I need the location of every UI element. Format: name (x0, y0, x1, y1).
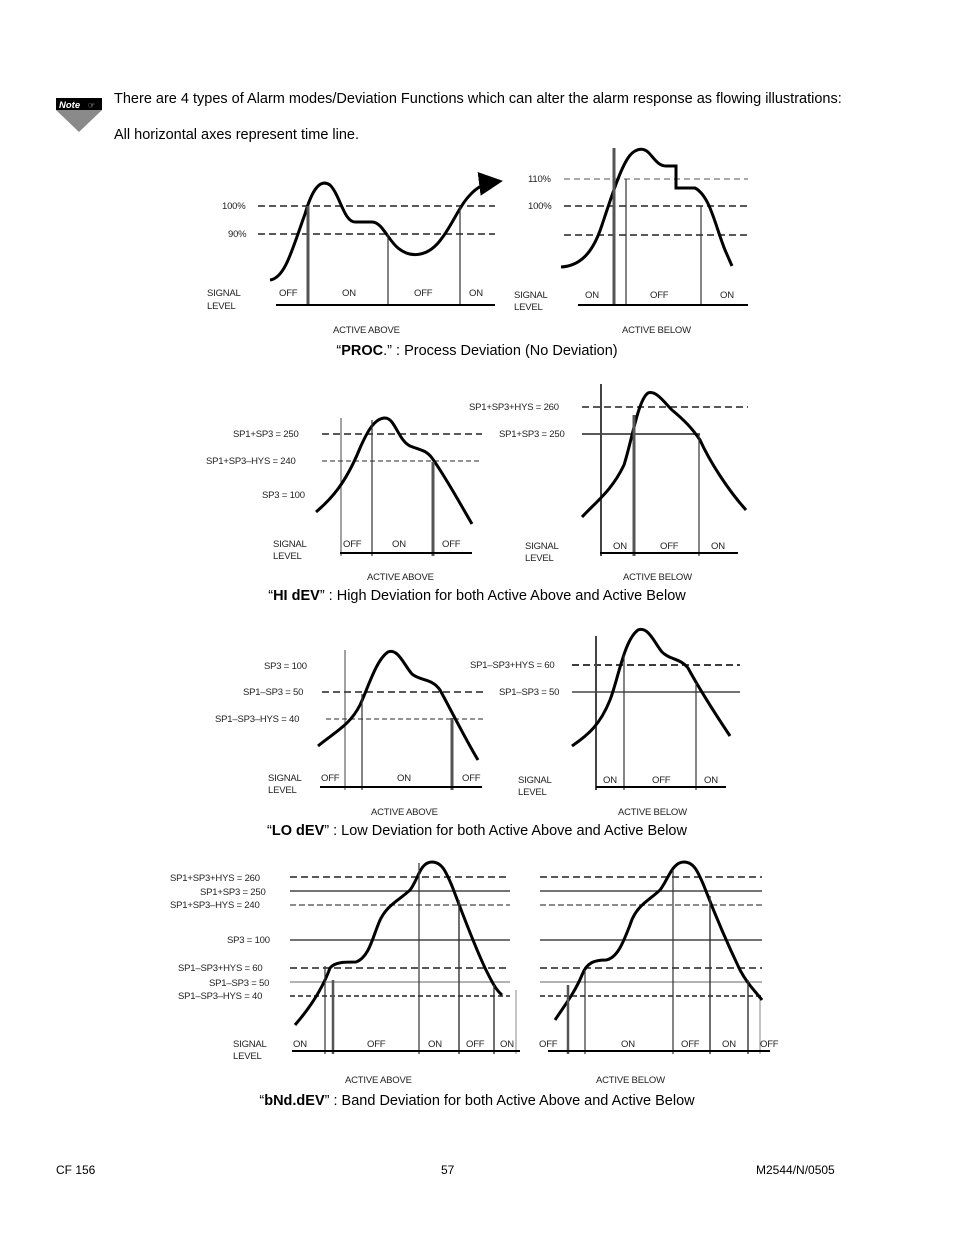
svg-text:OFF: OFF (681, 1039, 700, 1050)
svg-text:SP1+SP3 = 250: SP1+SP3 = 250 (499, 429, 565, 440)
svg-text:SIGNAL: SIGNAL (273, 539, 307, 550)
svg-text:ACTIVE BELOW: ACTIVE BELOW (618, 807, 687, 818)
svg-text:110%: 110% (528, 174, 551, 185)
caption-hi-dev: “HI dEV” : High Deviation for both Active Above and Active Below (268, 588, 686, 604)
svg-text:SIGNAL: SIGNAL (518, 775, 552, 786)
svg-text:ACTIVE BELOW: ACTIVE BELOW (623, 572, 692, 583)
svg-text:ON: ON (711, 541, 725, 552)
svg-text:LEVEL: LEVEL (525, 553, 554, 564)
svg-text:SIGNAL: SIGNAL (525, 541, 559, 552)
label-100: 100% (222, 201, 246, 212)
svg-text:SP1–SP3 = 50: SP1–SP3 = 50 (243, 687, 304, 698)
svg-text:ACTIVE BELOW: ACTIVE BELOW (622, 325, 691, 336)
svg-text:SP1+SP3+HYS = 260: SP1+SP3+HYS = 260 (170, 873, 260, 884)
svg-text:ON: ON (500, 1039, 514, 1050)
caption-proc: “PROC.” : Process Deviation (No Deviation) (336, 343, 618, 359)
svg-text:SP3 = 100: SP3 = 100 (262, 490, 305, 501)
svg-text:OFF: OFF (650, 290, 669, 301)
svg-text:SP1+SP3 = 250: SP1+SP3 = 250 (233, 429, 299, 440)
svg-text:100%: 100% (528, 201, 552, 212)
svg-text:ON: ON (392, 539, 406, 550)
svg-text:OFF: OFF (343, 539, 362, 550)
svg-text:ON: ON (722, 1039, 736, 1050)
svg-text:ACTIVE ABOVE: ACTIVE ABOVE (333, 325, 400, 336)
svg-text:LEVEL: LEVEL (518, 787, 547, 798)
proc-diagram (207, 148, 748, 336)
svg-text:ON: ON (293, 1039, 307, 1050)
svg-text:ON: ON (704, 775, 718, 786)
svg-text:ACTIVE ABOVE: ACTIVE ABOVE (345, 1075, 412, 1086)
svg-text:OFF: OFF (539, 1039, 558, 1050)
svg-text:ON: ON (603, 775, 617, 786)
lo-dev-diagram (215, 629, 740, 818)
svg-text:LEVEL: LEVEL (233, 1051, 262, 1062)
svg-text:LEVEL: LEVEL (268, 785, 297, 796)
hi-dev-diagram (206, 384, 748, 583)
svg-text:ACTIVE ABOVE: ACTIVE ABOVE (371, 807, 438, 818)
svg-text:ON: ON (585, 290, 599, 301)
intro-text: There are 4 types of Alarm modes/Deviation Functions which can alter the alarm response as flowing illustrations: (114, 91, 842, 107)
svg-text:SP1–SP3 = 50: SP1–SP3 = 50 (499, 687, 560, 698)
footer-model: CF 156 (56, 1163, 96, 1177)
svg-text:SP1–SP3 = 50: SP1–SP3 = 50 (209, 978, 270, 989)
footer-page-number: 57 (441, 1163, 455, 1177)
svg-text:OFF: OFF (367, 1039, 386, 1050)
svg-text:LEVEL: LEVEL (207, 301, 236, 312)
svg-text:OFF: OFF (462, 773, 481, 784)
footer-doc-code: M2544/N/0505 (756, 1163, 835, 1177)
svg-text:ACTIVE BELOW: ACTIVE BELOW (596, 1075, 665, 1086)
svg-text:SP1+SP3–HYS = 240: SP1+SP3–HYS = 240 (206, 456, 296, 467)
svg-text:SP3 = 100: SP3 = 100 (264, 661, 307, 672)
svg-text:OFF: OFF (660, 541, 679, 552)
bnd-dev-diagram (170, 862, 779, 1086)
svg-text:SP1+SP3 = 250: SP1+SP3 = 250 (200, 887, 266, 898)
svg-text:ON: ON (720, 290, 734, 301)
svg-text:SIGNAL: SIGNAL (233, 1039, 267, 1050)
caption-bnd-dev: “bNd.dEV” : Band Deviation for both Active Above and Active Below (259, 1093, 695, 1109)
svg-text:ON: ON (342, 288, 356, 299)
svg-text:SP1–SP3–HYS = 40: SP1–SP3–HYS = 40 (178, 991, 263, 1002)
svg-text:ON: ON (397, 773, 411, 784)
svg-text:SP1–SP3+HYS = 60: SP1–SP3+HYS = 60 (470, 660, 555, 671)
svg-text:SP1+SP3–HYS = 240: SP1+SP3–HYS = 240 (170, 900, 260, 911)
svg-text:SP1–SP3–HYS = 40: SP1–SP3–HYS = 40 (215, 714, 300, 725)
svg-text:SIGNAL: SIGNAL (207, 288, 241, 299)
svg-text:ACTIVE ABOVE: ACTIVE ABOVE (367, 572, 434, 583)
svg-text:ON: ON (428, 1039, 442, 1050)
caption-lo-dev: “LO dEV” : Low Deviation for both Active Above and Active Below (267, 823, 687, 839)
svg-text:ON: ON (469, 288, 483, 299)
svg-text:ON: ON (621, 1039, 635, 1050)
svg-text:LEVEL: LEVEL (514, 302, 543, 313)
svg-text:OFF: OFF (279, 288, 298, 299)
note-icon-label: Note (59, 100, 81, 111)
svg-text:SP1+SP3+HYS = 260: SP1+SP3+HYS = 260 (469, 402, 559, 413)
svg-text:☞: ☞ (88, 101, 96, 110)
svg-text:OFF: OFF (760, 1039, 779, 1050)
label-90: 90% (228, 229, 247, 240)
svg-text:SIGNAL: SIGNAL (268, 773, 302, 784)
svg-text:OFF: OFF (414, 288, 433, 299)
svg-text:OFF: OFF (652, 775, 671, 786)
svg-text:OFF: OFF (442, 539, 461, 550)
timeline-note: All horizontal axes represent time line. (114, 127, 360, 143)
svg-text:SP3 = 100: SP3 = 100 (227, 935, 270, 946)
svg-text:SP1–SP3+HYS = 60: SP1–SP3+HYS = 60 (178, 963, 263, 974)
svg-text:SIGNAL: SIGNAL (514, 290, 548, 301)
svg-text:LEVEL: LEVEL (273, 551, 302, 562)
svg-text:OFF: OFF (466, 1039, 485, 1050)
svg-text:ON: ON (613, 541, 627, 552)
svg-text:OFF: OFF (321, 773, 340, 784)
